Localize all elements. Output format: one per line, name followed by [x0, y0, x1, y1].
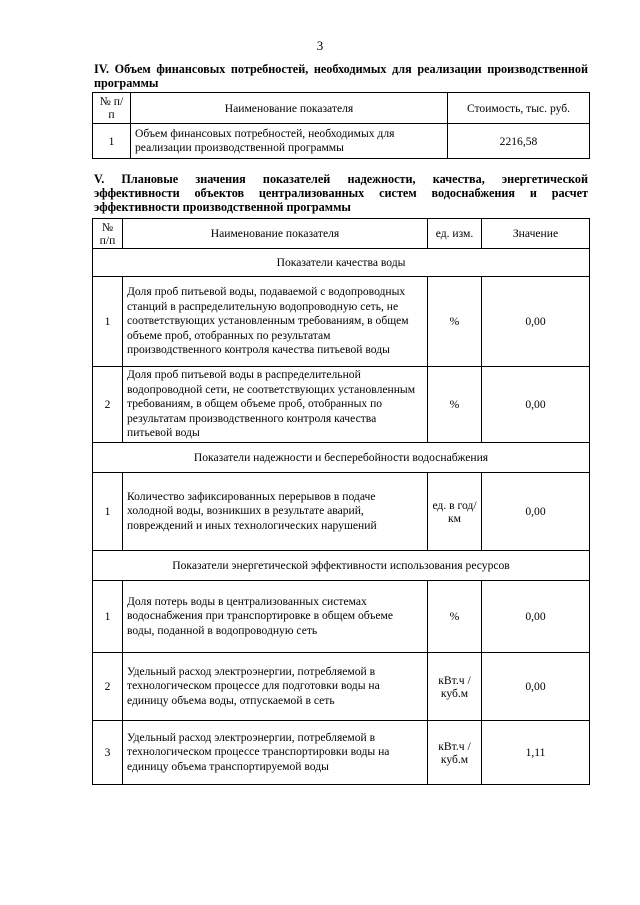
row-number: 2: [93, 367, 123, 443]
row-value: 0,00: [482, 367, 590, 443]
row-unit: %: [428, 581, 482, 653]
group-title: Показатели качества воды: [93, 249, 590, 277]
table-row: [93, 581, 590, 653]
table-row: [93, 473, 590, 551]
table-row: [93, 277, 590, 367]
group-title: Показатели надежности и бесперебойности водоснабжения: [93, 443, 590, 473]
row-number: 1: [93, 277, 123, 367]
row-name: Количество зафиксированных перерывов в подаче холодной воды, возникших в результате аварий, повреждений и иных технологических нарушений: [123, 473, 428, 551]
table-header-row: [93, 93, 590, 124]
row-unit: ед. в год/ км: [428, 473, 482, 551]
row-name: Доля проб питьевой воды в распределительной водопроводной сети, не соответствующих установленным требованиям, в общем объеме проб, отобранных по результатам производственного контроля качества питьевой воды: [123, 367, 428, 443]
row-name: Удельный расход электроэнергии, потребляемой в технологическом процессе для подготовки воды на единицу объема воды, отпускаемой в сеть: [123, 653, 428, 721]
table-row: [93, 653, 590, 721]
group-title: Показатели энергетической эффективности использования ресурсов: [93, 551, 590, 581]
table-row: [93, 721, 590, 785]
row-number: 2: [93, 653, 123, 721]
row-number: 1: [93, 473, 123, 551]
table-header-row: [93, 219, 590, 249]
header-cost: Стоимость, тыс. руб.: [448, 93, 590, 124]
header-name: Наименование показателя: [123, 219, 428, 249]
row-unit: %: [428, 367, 482, 443]
row-value: 0,00: [482, 277, 590, 367]
row-number: 3: [93, 721, 123, 785]
group-row-quality: [93, 249, 590, 277]
header-number: № п/п: [93, 93, 131, 124]
row-value: 2216,58: [448, 124, 590, 159]
header-number: № п/п: [93, 219, 123, 249]
indicators-table: [92, 218, 590, 785]
row-value: 0,00: [482, 581, 590, 653]
table-row: [93, 367, 590, 443]
header-name: Наименование показателя: [131, 93, 448, 124]
row-name: Удельный расход электроэнергии, потребляемой в технологическом процессе транспортировки воды на единицу объема транспортируемой воды: [123, 721, 428, 785]
financial-needs-table: [92, 92, 590, 159]
table-row: [93, 124, 590, 159]
group-row-reliability: [93, 443, 590, 473]
row-unit: кВт.ч / куб.м: [428, 653, 482, 721]
row-value: 0,00: [482, 473, 590, 551]
row-name: Доля проб питьевой воды, подаваемой с водопроводных станций в распределительную водопроводную сеть, не соответствующих установленным требованиям, в общем объеме проб, отобранных по результатам производственного контроля качества питьевой воды: [123, 277, 428, 367]
row-unit: кВт.ч / куб.м: [428, 721, 482, 785]
row-name: Объем финансовых потребностей, необходимых для реализации производственной программы: [131, 124, 448, 159]
row-value: 1,11: [482, 721, 590, 785]
row-name: Доля потерь воды в централизованных системах водоснабжения при транспортировке в общем объеме воды, поданной в водопроводную сеть: [123, 581, 428, 653]
row-number: 1: [93, 124, 131, 159]
row-value: 0,00: [482, 653, 590, 721]
page-number: 3: [316, 38, 324, 53]
group-row-energy: [93, 551, 590, 581]
header-value: Значение: [482, 219, 590, 249]
row-unit: %: [428, 277, 482, 367]
row-number: 1: [93, 581, 123, 653]
section-5-heading: V. Плановые значения показателей надежности, качества, энергетической эффективности объектов централизованных систем водоснабжения и расчет эффективности производственной программы: [94, 172, 588, 214]
section-4-heading: IV. Объем финансовых потребностей, необходимых для реализации производственной программы: [94, 62, 588, 90]
header-unit: ед. изм.: [428, 219, 482, 249]
